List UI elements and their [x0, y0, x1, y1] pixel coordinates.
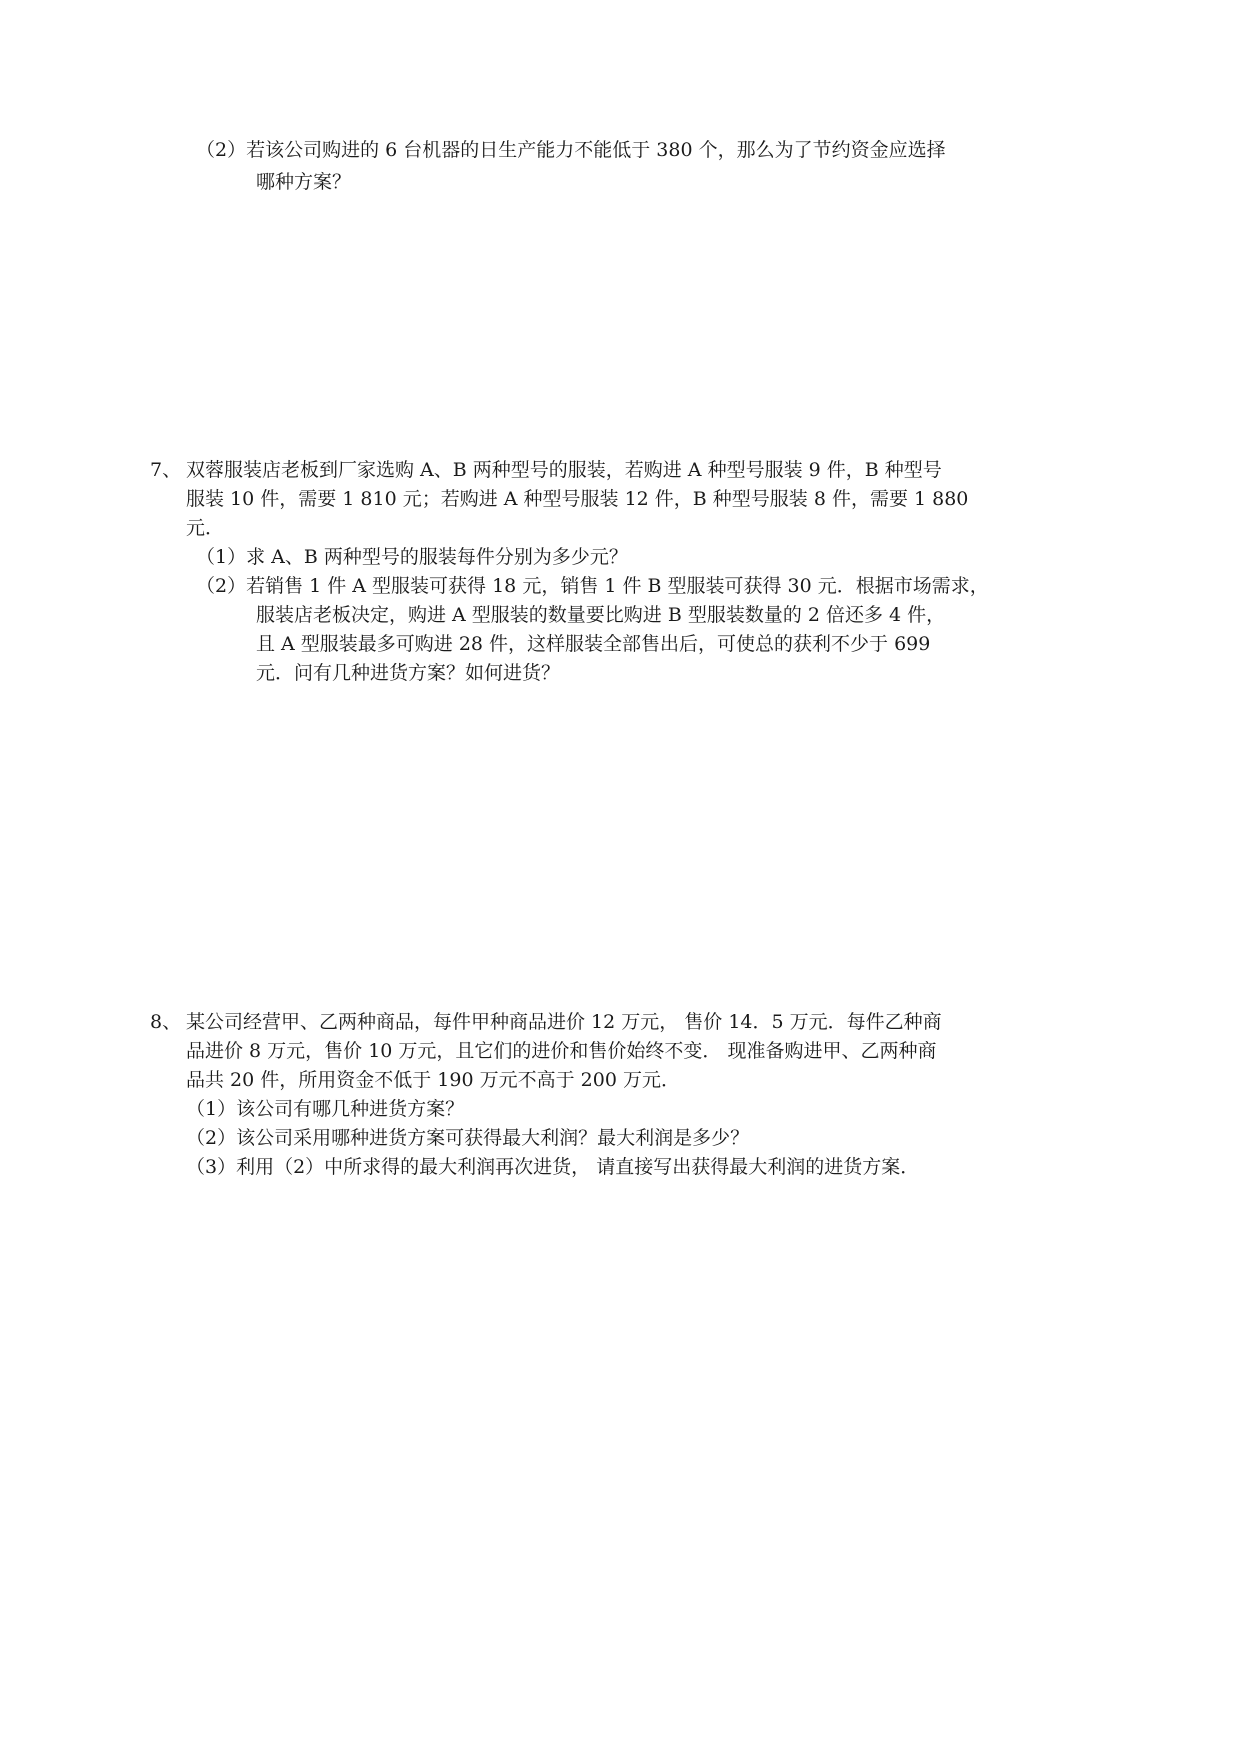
q6-part2-line2: 哪种方案？ — [256, 171, 352, 193]
q7-part2-line2: 服装店老板决定，购进 A 型服装的数量要比购进 B 型服装数量的 2 倍还多 4 件， — [256, 604, 946, 626]
q6-part2-line1: （2）若该公司购进的 6 台机器的日生产能力不能低于 380 个，那么为了节约资金应选择 — [196, 139, 946, 161]
q7-part2-line3: 且 A 型服装最多可购进 28 件，这样服装全部售出后，可使总的获利不少于 699 — [256, 633, 931, 655]
q8-stem-line1: 某公司经营甲、乙两种商品，每件甲种商品进价 12 万元， 售价 14．5 万元．每件乙种商 — [186, 1011, 942, 1033]
q7-part1: （1）求 A、B 两种型号的服装每件分别为多少元？ — [196, 546, 628, 568]
q8-stem-line3: 品共 20 件，所用资金不低于 190 万元不高于 200 万元． — [186, 1069, 680, 1091]
q8-number: 8、 — [150, 1011, 182, 1033]
q8-part2: （2）该公司采用哪种进货方案可获得最大利润？最大利润是多少？ — [186, 1127, 750, 1149]
q7-stem-line2: 服装 10 件，需要 1 810 元；若购进 A 种型号服装 12 件，B 种型号服装 8 件，需要 1 880 — [186, 488, 969, 510]
q8-stem-line2: 品进价 8 万元，售价 10 万元，且它们的进价和售价始终不变． 现准备购进甲、乙两种商 — [186, 1040, 937, 1062]
q8-part1: （1）该公司有哪几种进货方案？ — [186, 1098, 465, 1120]
q7-stem-line3: 元． — [186, 517, 225, 539]
q7-part2-line1: （2）若销售 1 件 A 型服装可获得 18 元，销售 1 件 B 型服装可获得 30 元．根据市场需求， — [196, 575, 989, 597]
q8-part3: （3）利用（2）中所求得的最大利润再次进货， 请直接写出获得最大利润的进货方案． — [186, 1156, 920, 1178]
q7-part2-line4: 元．问有几种进货方案？如何进货？ — [256, 662, 561, 684]
q7-stem-line1: 双蓉服装店老板到厂家选购 A、B 两种型号的服装，若购进 A 种型号服装 9 件，B 种型号 — [186, 459, 942, 481]
q7-number: 7、 — [150, 459, 182, 481]
